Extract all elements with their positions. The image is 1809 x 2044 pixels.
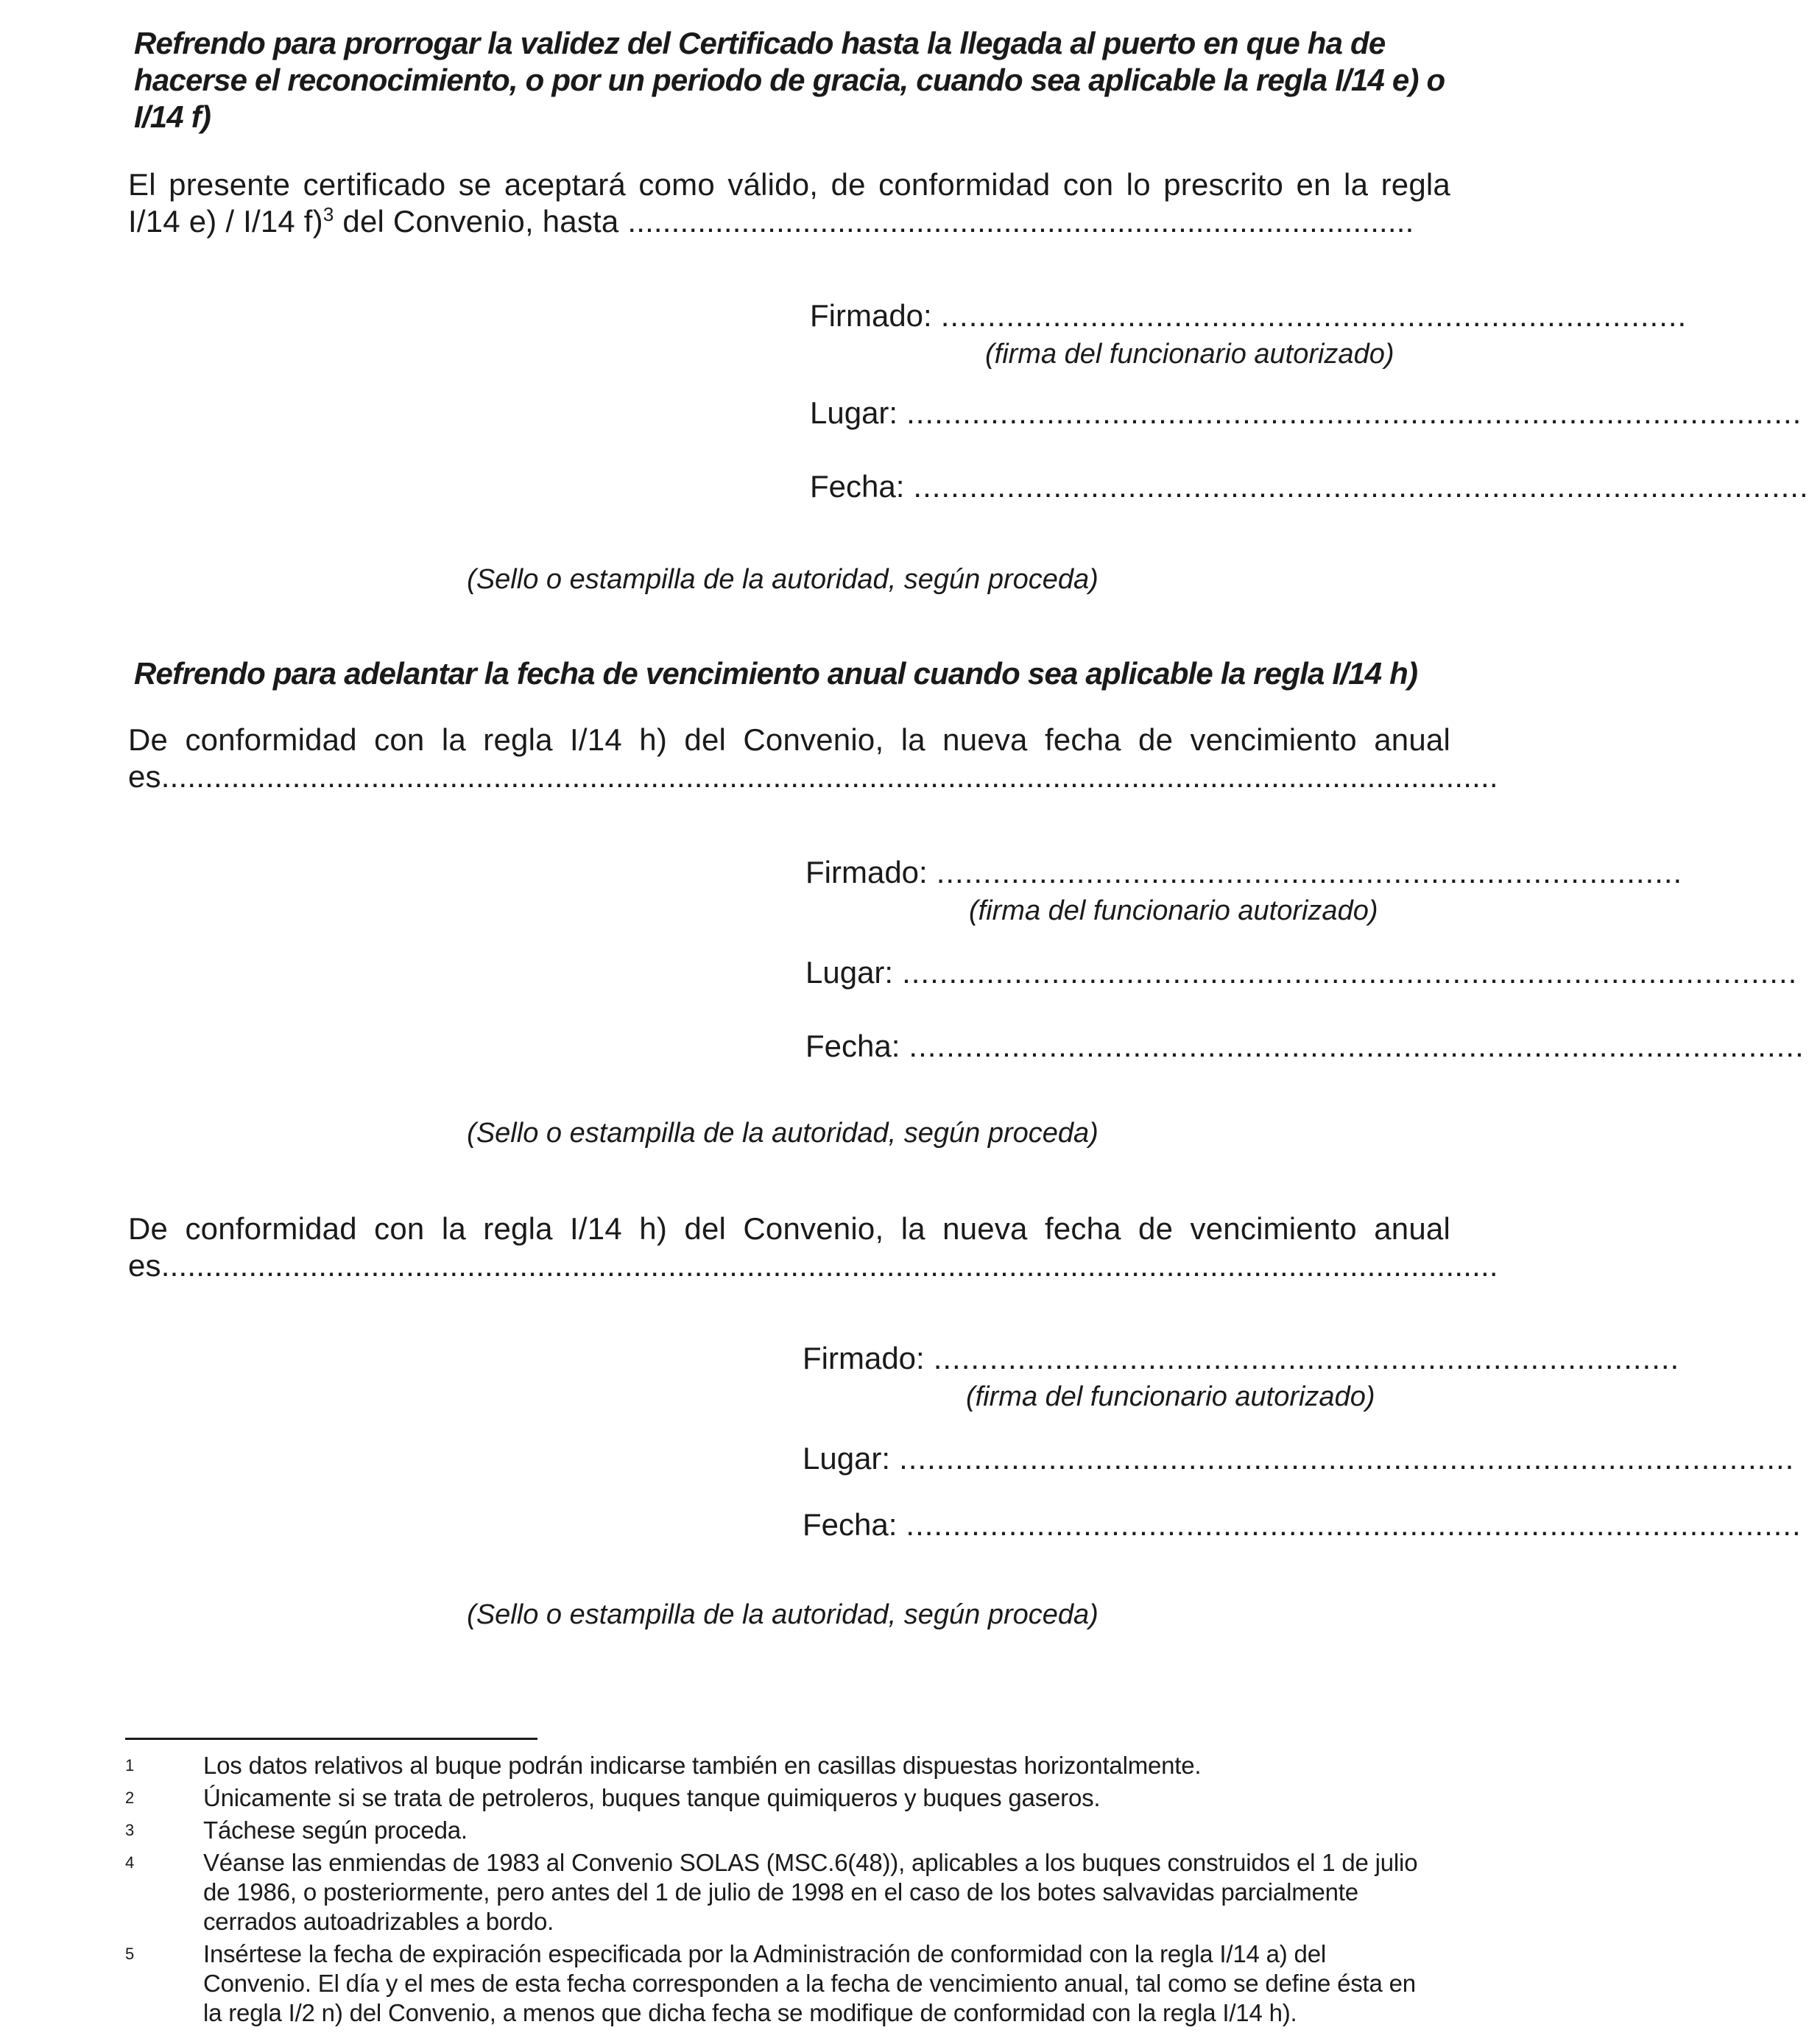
footnote-item [125, 1751, 1436, 1780]
section1-heading: Refrendo para prorrogar la validez del Certificado hasta la llegada al puerto en que ha de hacerse el reconocimiento, o por un periodo de gracia, cuando sea aplicable la regla I/14 e) o I/14 f) [134, 26, 1445, 134]
footnote-number: 4 [125, 1853, 135, 1872]
section2-paragraph [128, 722, 1498, 795]
section2-place-line[interactable]: ................................................................................................ [902, 955, 1798, 990]
footnotes [125, 1751, 1436, 2031]
section3-signed-row [803, 1340, 1680, 1377]
section3-date-fill-line[interactable]: ......................................................................................................................................................... [161, 1248, 1498, 1283]
footnote-ref-3: 3 [322, 203, 334, 225]
section2-signed-line[interactable]: ................................................................................ [936, 855, 1683, 889]
section1-stamp-note: (Sello o estampilla de la autoridad, según proceda) [467, 564, 1099, 595]
footnote-item [125, 1783, 1436, 1813]
section3-place-line[interactable]: ................................................................................................ [899, 1441, 1795, 1476]
section2-signed-caption: (firma del funcionario autorizado) [969, 895, 1378, 926]
footnote-number: 3 [125, 1821, 135, 1839]
section3-date-row [803, 1506, 1802, 1543]
section3-signed-caption: (firma del funcionario autorizado) [966, 1381, 1375, 1412]
section2-para-text: De conformidad con la regla I/14 h) del Convenio, la nueva fecha de vencimiento anual es [128, 722, 1450, 794]
footnote-number: 1 [125, 1756, 135, 1775]
section1-date-label: Fecha: [810, 469, 905, 504]
section1-para-end: del Convenio, hasta [334, 204, 619, 239]
section3-stamp-note: (Sello o estampilla de la autoridad, según proceda) [467, 1599, 1099, 1630]
section3-paragraph [128, 1210, 1498, 1284]
footnote-text: Táchese según proceda. [203, 1816, 468, 1844]
section2-date-line[interactable]: ................................................................................................ [909, 1029, 1805, 1063]
section2-signed-label: Firmado: [805, 855, 928, 889]
footnote-number: 2 [125, 1788, 135, 1807]
section2-date-label: Fecha: [805, 1029, 900, 1063]
section3-place-row [803, 1440, 1795, 1477]
footnote-text: Insértese la fecha de expiración especificada por la Administración de conformidad con la regla I/14 a) del Convenio. El día y el mes de esta fecha corresponden a la fecha de vencimiento anual, tal como se define ésta en la regla I/2 n) del Convenio, a menos que dicha fecha se modifique de conformidad con la regla I/14 h). [203, 1940, 1416, 2026]
section1-paragraph [128, 166, 1450, 240]
section1-place-label: Lugar: [810, 395, 898, 430]
section3-signed-label: Firmado: [803, 1341, 925, 1375]
section1-date-fill-line[interactable]: .......................................................................................... [627, 204, 1414, 239]
footnote-text: Véanse las enmiendas de 1983 al Convenio SOLAS (MSC.6(48)), aplicables a los buques construidos el 1 de julio de 1986, o posteriormente, pero antes del 1 de julio de 1998 en el caso de los botes salvavidas parcialmente cerrados autoadrizables a bordo. [203, 1849, 1418, 1935]
section1-date-row [810, 468, 1809, 505]
section2-signed-row [805, 854, 1683, 891]
footnote-number: 5 [125, 1945, 135, 1963]
section1-place-row [810, 395, 1802, 431]
section1-para-start: El presente certificado se aceptará como válido, de conformidad con lo prescrito en la regla I/14 e) / I/14 f) [128, 167, 1450, 239]
section2-place-row [805, 954, 1798, 991]
section1-date-line[interactable]: ................................................................................................ [913, 469, 1809, 504]
section2-date-fill-line[interactable]: ......................................................................................................................................................... [161, 759, 1498, 794]
section3-place-label: Lugar: [803, 1441, 891, 1476]
section1-signed-row [810, 297, 1688, 334]
footnote-text: Los datos relativos al buque podrán indicarse también en casillas dispuestas horizontalmente. [203, 1752, 1202, 1779]
section1-place-line[interactable]: ................................................................................................ [906, 395, 1802, 430]
section1-signed-line[interactable]: ................................................................................ [940, 298, 1688, 333]
section1-signed-caption: (firma del funcionario autorizado) [985, 339, 1394, 370]
section2-date-row [805, 1028, 1805, 1065]
section2-place-label: Lugar: [805, 955, 894, 990]
section1-signed-label: Firmado: [810, 298, 932, 333]
section3-signed-line[interactable]: ................................................................................ [933, 1341, 1680, 1375]
footnote-separator [125, 1738, 537, 1740]
section2-heading: Refrendo para adelantar la fecha de vencimiento anual cuando sea aplicable la regla I/14 h) [134, 656, 1418, 691]
section2-stamp-note: (Sello o estampilla de la autoridad, según proceda) [467, 1118, 1099, 1149]
footnote-item [125, 1848, 1436, 1936]
section3-date-line[interactable]: ................................................................................................ [906, 1507, 1802, 1542]
section3-para-text: De conformidad con la regla I/14 h) del Convenio, la nueva fecha de vencimiento anual es [128, 1211, 1450, 1283]
footnote-item [125, 1816, 1436, 1845]
section3-date-label: Fecha: [803, 1507, 898, 1542]
footnote-text: Únicamente si se trata de petroleros, buques tanque quimiqueros y buques gaseros. [203, 1784, 1101, 1811]
footnote-item [125, 1939, 1436, 2028]
